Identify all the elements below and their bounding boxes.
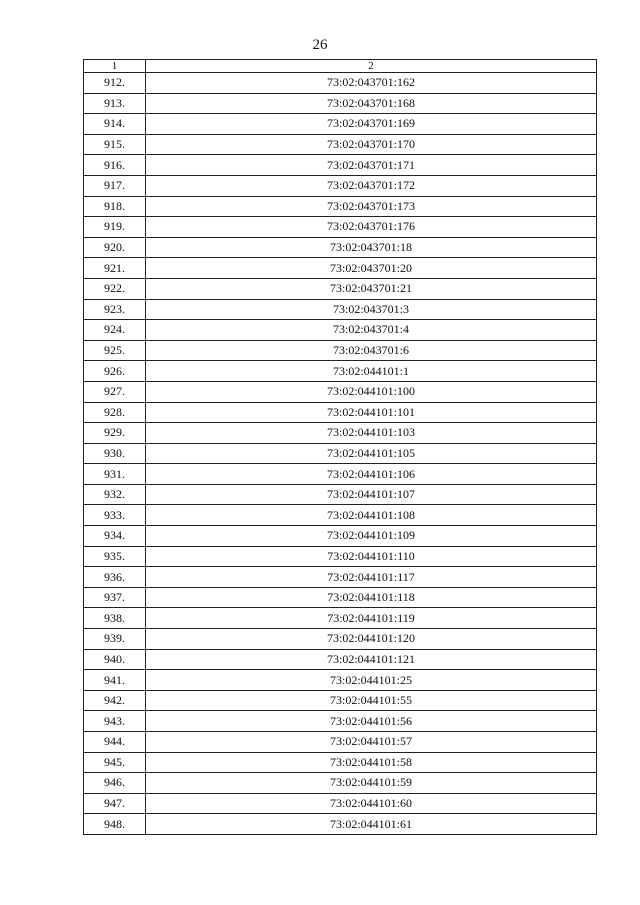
table-row <box>84 175 597 196</box>
row-number-cell: 937. <box>84 587 146 608</box>
table-row <box>84 443 597 464</box>
table-row <box>84 134 597 155</box>
table-row <box>84 526 597 547</box>
row-number-cell: 928. <box>84 402 146 423</box>
table-row <box>84 752 597 773</box>
table-row <box>84 567 597 588</box>
cadastral-number-cell: 73:02:043701:169 <box>146 114 597 135</box>
table-row <box>84 773 597 794</box>
row-number-cell: 930. <box>84 443 146 464</box>
table-row <box>84 155 597 176</box>
row-number-cell: 938. <box>84 608 146 629</box>
row-number-cell: 941. <box>84 670 146 691</box>
table-row <box>84 587 597 608</box>
cadastral-number-cell: 73:02:044101:121 <box>146 649 597 670</box>
cadastral-number-cell: 73:02:044101:1 <box>146 361 597 382</box>
row-number-cell: 925. <box>84 340 146 361</box>
cadastral-number-cell: 73:02:044101:101 <box>146 402 597 423</box>
table-body <box>84 60 597 835</box>
cadastral-number-cell: 73:02:044101:61 <box>146 814 597 835</box>
cadastral-number-cell: 73:02:044101:105 <box>146 443 597 464</box>
row-number-cell: 920. <box>84 237 146 258</box>
row-number-cell: 919. <box>84 217 146 238</box>
cadastral-number-cell: 73:02:043701:170 <box>146 134 597 155</box>
cadastral-number-cell: 73:02:043701:176 <box>146 217 597 238</box>
row-number-cell: 943. <box>84 711 146 732</box>
row-number-cell: 939. <box>84 629 146 650</box>
cadastral-number-cell: 73:02:043701:21 <box>146 278 597 299</box>
row-number-cell: 932. <box>84 484 146 505</box>
row-number-cell: 926. <box>84 361 146 382</box>
row-number-cell: 935. <box>84 546 146 567</box>
cadastral-number-cell: 73:02:043701:3 <box>146 299 597 320</box>
table-row <box>84 814 597 835</box>
row-number-cell: 946. <box>84 773 146 794</box>
cadastral-number-cell: 73:02:043701:168 <box>146 93 597 114</box>
cadastral-number-cell: 73:02:043701:4 <box>146 320 597 341</box>
table-row <box>84 546 597 567</box>
cadastral-number-cell: 73:02:044101:56 <box>146 711 597 732</box>
row-number-cell: 924. <box>84 320 146 341</box>
cadastral-number-cell: 73:02:044101:60 <box>146 793 597 814</box>
table-row <box>84 423 597 444</box>
cadastral-number-cell: 73:02:044101:120 <box>146 629 597 650</box>
cadastral-number-cell: 73:02:044101:58 <box>146 752 597 773</box>
table-row <box>84 793 597 814</box>
table-row <box>84 629 597 650</box>
row-number-cell: 944. <box>84 732 146 753</box>
cadastral-number-cell: 73:02:044101:110 <box>146 546 597 567</box>
cadastral-number-cell: 73:02:043701:171 <box>146 155 597 176</box>
table-row <box>84 381 597 402</box>
cadastral-number-cell: 73:02:044101:103 <box>146 423 597 444</box>
cadastral-number-cell: 73:02:044101:59 <box>146 773 597 794</box>
table-row <box>84 217 597 238</box>
row-number-cell: 927. <box>84 381 146 402</box>
cadastral-number-cell: 73:02:043701:172 <box>146 175 597 196</box>
cadastral-number-cell: 73:02:044101:55 <box>146 690 597 711</box>
table-row <box>84 114 597 135</box>
table-row <box>84 649 597 670</box>
cadastral-table <box>83 59 597 835</box>
row-number-cell: 916. <box>84 155 146 176</box>
row-number-cell: 933. <box>84 505 146 526</box>
row-number-cell: 942. <box>84 690 146 711</box>
page-number: 26 <box>312 37 328 53</box>
row-number-cell: 918. <box>84 196 146 217</box>
table-row <box>84 711 597 732</box>
table-row <box>84 340 597 361</box>
column-header-cadastral: 2 <box>146 60 597 73</box>
row-number-cell: 945. <box>84 752 146 773</box>
cadastral-number-cell: 73:02:044101:119 <box>146 608 597 629</box>
table-row <box>84 196 597 217</box>
cadastral-number-cell: 73:02:043701:20 <box>146 258 597 279</box>
table-row <box>84 73 597 94</box>
table-row <box>84 237 597 258</box>
table-row <box>84 484 597 505</box>
table-row <box>84 505 597 526</box>
table-header-row <box>84 60 597 73</box>
cadastral-number-cell: 73:02:043701:173 <box>146 196 597 217</box>
row-number-cell: 913. <box>84 93 146 114</box>
table-row <box>84 361 597 382</box>
row-number-cell: 940. <box>84 649 146 670</box>
table-row <box>84 299 597 320</box>
cadastral-number-cell: 73:02:044101:106 <box>146 464 597 485</box>
row-number-cell: 947. <box>84 793 146 814</box>
row-number-cell: 922. <box>84 278 146 299</box>
row-number-cell: 931. <box>84 464 146 485</box>
row-number-cell: 923. <box>84 299 146 320</box>
table-row <box>84 93 597 114</box>
table-row <box>84 278 597 299</box>
cadastral-number-cell: 73:02:044101:108 <box>146 505 597 526</box>
row-number-cell: 936. <box>84 567 146 588</box>
row-number-cell: 914. <box>84 114 146 135</box>
cadastral-number-cell: 73:02:044101:57 <box>146 732 597 753</box>
table-row <box>84 258 597 279</box>
row-number-cell: 912. <box>84 73 146 94</box>
table-row <box>84 732 597 753</box>
row-number-cell: 921. <box>84 258 146 279</box>
table-row <box>84 670 597 691</box>
cadastral-number-cell: 73:02:044101:117 <box>146 567 597 588</box>
row-number-cell: 929. <box>84 423 146 444</box>
table-row <box>84 402 597 423</box>
row-number-cell: 934. <box>84 526 146 547</box>
table-row <box>84 320 597 341</box>
row-number-cell: 915. <box>84 134 146 155</box>
cadastral-number-cell: 73:02:043701:18 <box>146 237 597 258</box>
column-header-number: 1 <box>84 60 146 73</box>
table-row <box>84 690 597 711</box>
row-number-cell: 917. <box>84 175 146 196</box>
table-row <box>84 608 597 629</box>
cadastral-number-cell: 73:02:044101:118 <box>146 587 597 608</box>
row-number-cell: 948. <box>84 814 146 835</box>
cadastral-number-cell: 73:02:043701:162 <box>146 73 597 94</box>
cadastral-number-cell: 73:02:044101:109 <box>146 526 597 547</box>
cadastral-number-cell: 73:02:044101:107 <box>146 484 597 505</box>
cadastral-number-cell: 73:02:044101:100 <box>146 381 597 402</box>
cadastral-number-cell: 73:02:043701:6 <box>146 340 597 361</box>
table-row <box>84 464 597 485</box>
cadastral-number-cell: 73:02:044101:25 <box>146 670 597 691</box>
